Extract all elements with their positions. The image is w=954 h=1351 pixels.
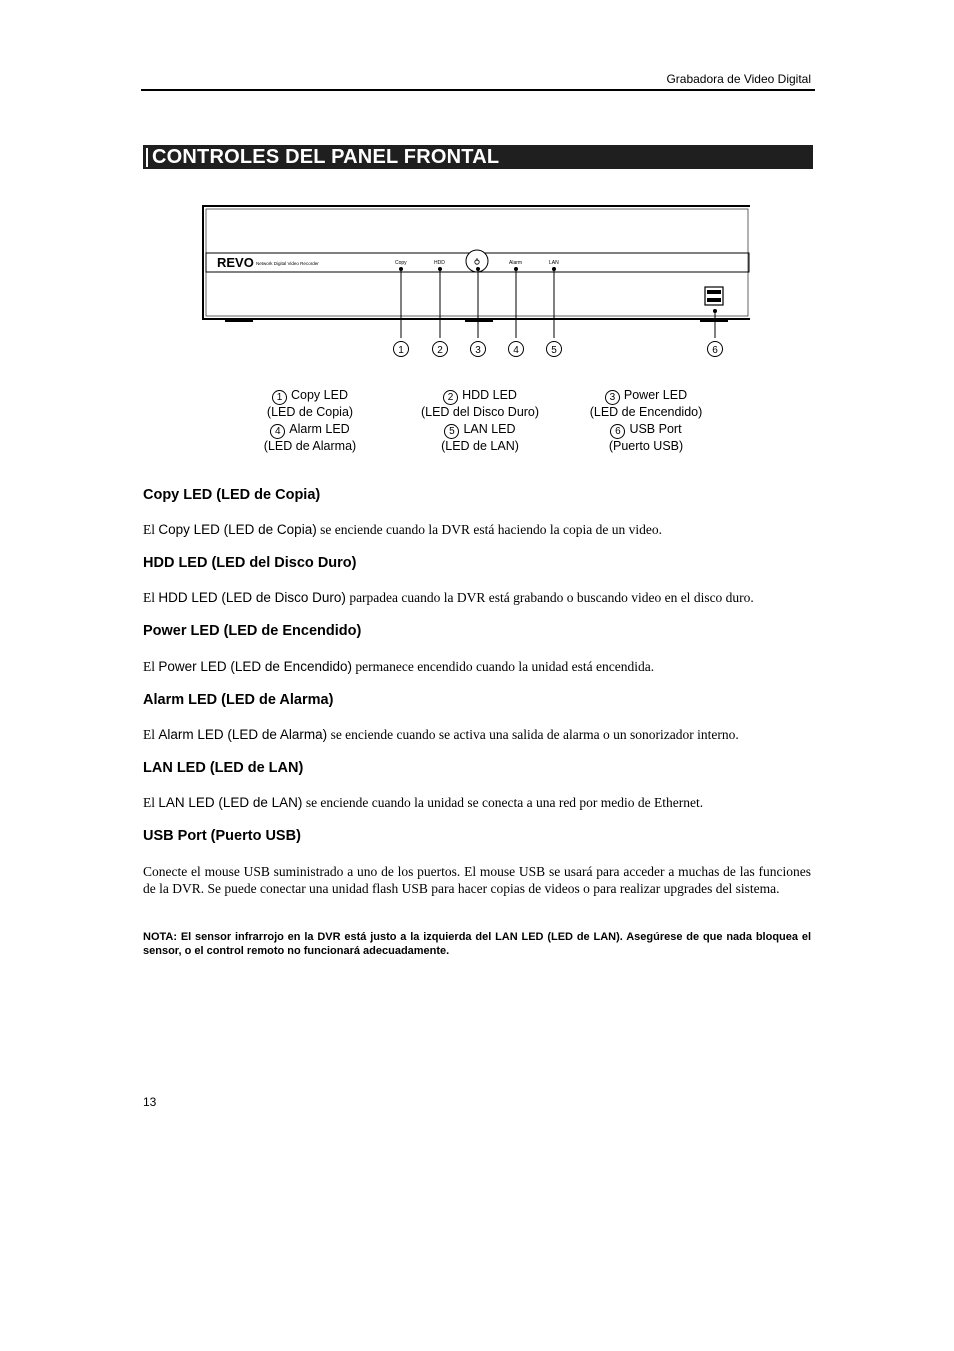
para-text: se enciende cuando se activa una salida de alarma o un sonorizador interno. [327,727,739,742]
page-number: 13 [143,1095,157,1109]
callout-4-num: 4 [513,345,519,356]
callout-6-num: 6 [712,345,718,356]
para-text: parpadea cuando la DVR está grabando o buscando video en el disco duro. [345,590,754,605]
running-header: Grabadora de Video Digital [666,72,811,86]
label-lan: LAN [549,260,559,266]
callout-3-num: 3 [475,345,481,356]
para-prefix: El [143,795,159,810]
para-prefix: El [143,522,159,537]
usb-port-icon [705,287,723,305]
legend-name: HDD LED [462,388,517,402]
para-term: LAN LED (LED de LAN) [158,795,303,810]
para-prefix: El [143,727,159,742]
heading-alarm-led: Alarm LED (LED de Alarma) [143,692,334,708]
device-foot-left [225,319,253,322]
callout-1-num: 1 [398,345,404,356]
legend-num: 3 [605,390,620,405]
para-copy-led [143,521,811,538]
label-hdd: HDD [434,260,445,266]
callout-2-num: 2 [437,345,443,356]
section-bar-tick [146,148,148,167]
legend-num: 2 [443,390,458,405]
legend-item-alarm [230,422,390,454]
para-power-led [143,658,811,675]
legend-num: 1 [272,390,287,405]
legend-sub: (LED del Disco Duro) [420,405,540,419]
callout-5-num: 5 [551,345,557,356]
para-lan-led [143,794,811,811]
section-title: CONTROLES DEL PANEL FRONTAL [152,146,500,168]
para-text: se enciende cuando la DVR está haciendo la copia de un video. [316,522,662,537]
heading-copy-led: Copy LED (LED de Copia) [143,487,321,503]
heading-usb-port: USB Port (Puerto USB) [143,828,301,844]
note-text: NOTA: El sensor infrarrojo en la DVR está justo a la izquierda del LAN LED (LED de LAN). Asegúrese de que nada bloquea el sensor, o el control remoto no funcionará adecuadamente. [143,931,811,957]
para-term: HDD LED (LED de Disco Duro) [158,590,346,605]
para-text: se enciende cuando la unidad se conecta a una red por medio de Ethernet. [302,795,704,810]
device-model-text: Network Digital Video Recorder [256,261,319,266]
legend-name: USB Port [629,422,682,436]
para-term: Power LED (LED de Encendido) [158,659,352,674]
header-rule [141,89,815,91]
front-panel-illustration [190,198,750,368]
para-hdd-led [143,589,811,606]
heading-lan-led: LAN LED (LED de LAN) [143,760,304,776]
para-text: permanece encendido cuando la unidad está encendida. [351,659,655,674]
device-brand: REVO [217,255,254,270]
legend-item-usb [566,422,726,454]
legend-sub: (LED de Encendido) [589,405,703,419]
legend-item-copy [230,388,390,420]
legend-name: Alarm LED [289,422,350,436]
para-usb-port: Conecte el mouse USB suministrado a uno de los puertos. El mouse USB se usará para acceder a muchas de las funciones de la DVR. Se puede conectar una unidad flash USB para hacer copias de videos o para realizar upgrades del sistema. [143,864,811,896]
legend-num: 4 [270,424,285,439]
para-prefix: El [143,659,159,674]
legend-sub: (LED de Alarma) [263,439,357,453]
para-term: Alarm LED (LED de Alarma) [158,727,328,742]
device-foot-center [465,319,493,322]
legend-name: Copy LED [291,388,348,402]
device-foot-right [700,319,728,322]
legend-sub: (LED de Copia) [266,405,354,419]
legend-item-lan [400,422,560,454]
legend-sub: (Puerto USB) [608,439,684,453]
para-term: Copy LED (LED de Copia) [158,522,317,537]
legend-item-hdd [400,388,560,420]
label-copy: Copy [395,260,407,266]
para-prefix: El [143,590,159,605]
label-alarm: Alarm [509,260,523,266]
heading-hdd-led: HDD LED (LED del Disco Duro) [143,555,357,571]
legend-item-power [566,388,726,420]
para-alarm-led [143,726,811,743]
heading-power-led: Power LED (LED de Encendido) [143,623,362,639]
legend-name: Power LED [623,388,688,402]
legend-num: 6 [610,424,625,439]
section-title-bar [143,145,813,169]
legend-sub: (LED de LAN) [441,439,519,453]
legend-num: 5 [444,424,459,439]
legend-name: LAN LED [463,422,516,436]
